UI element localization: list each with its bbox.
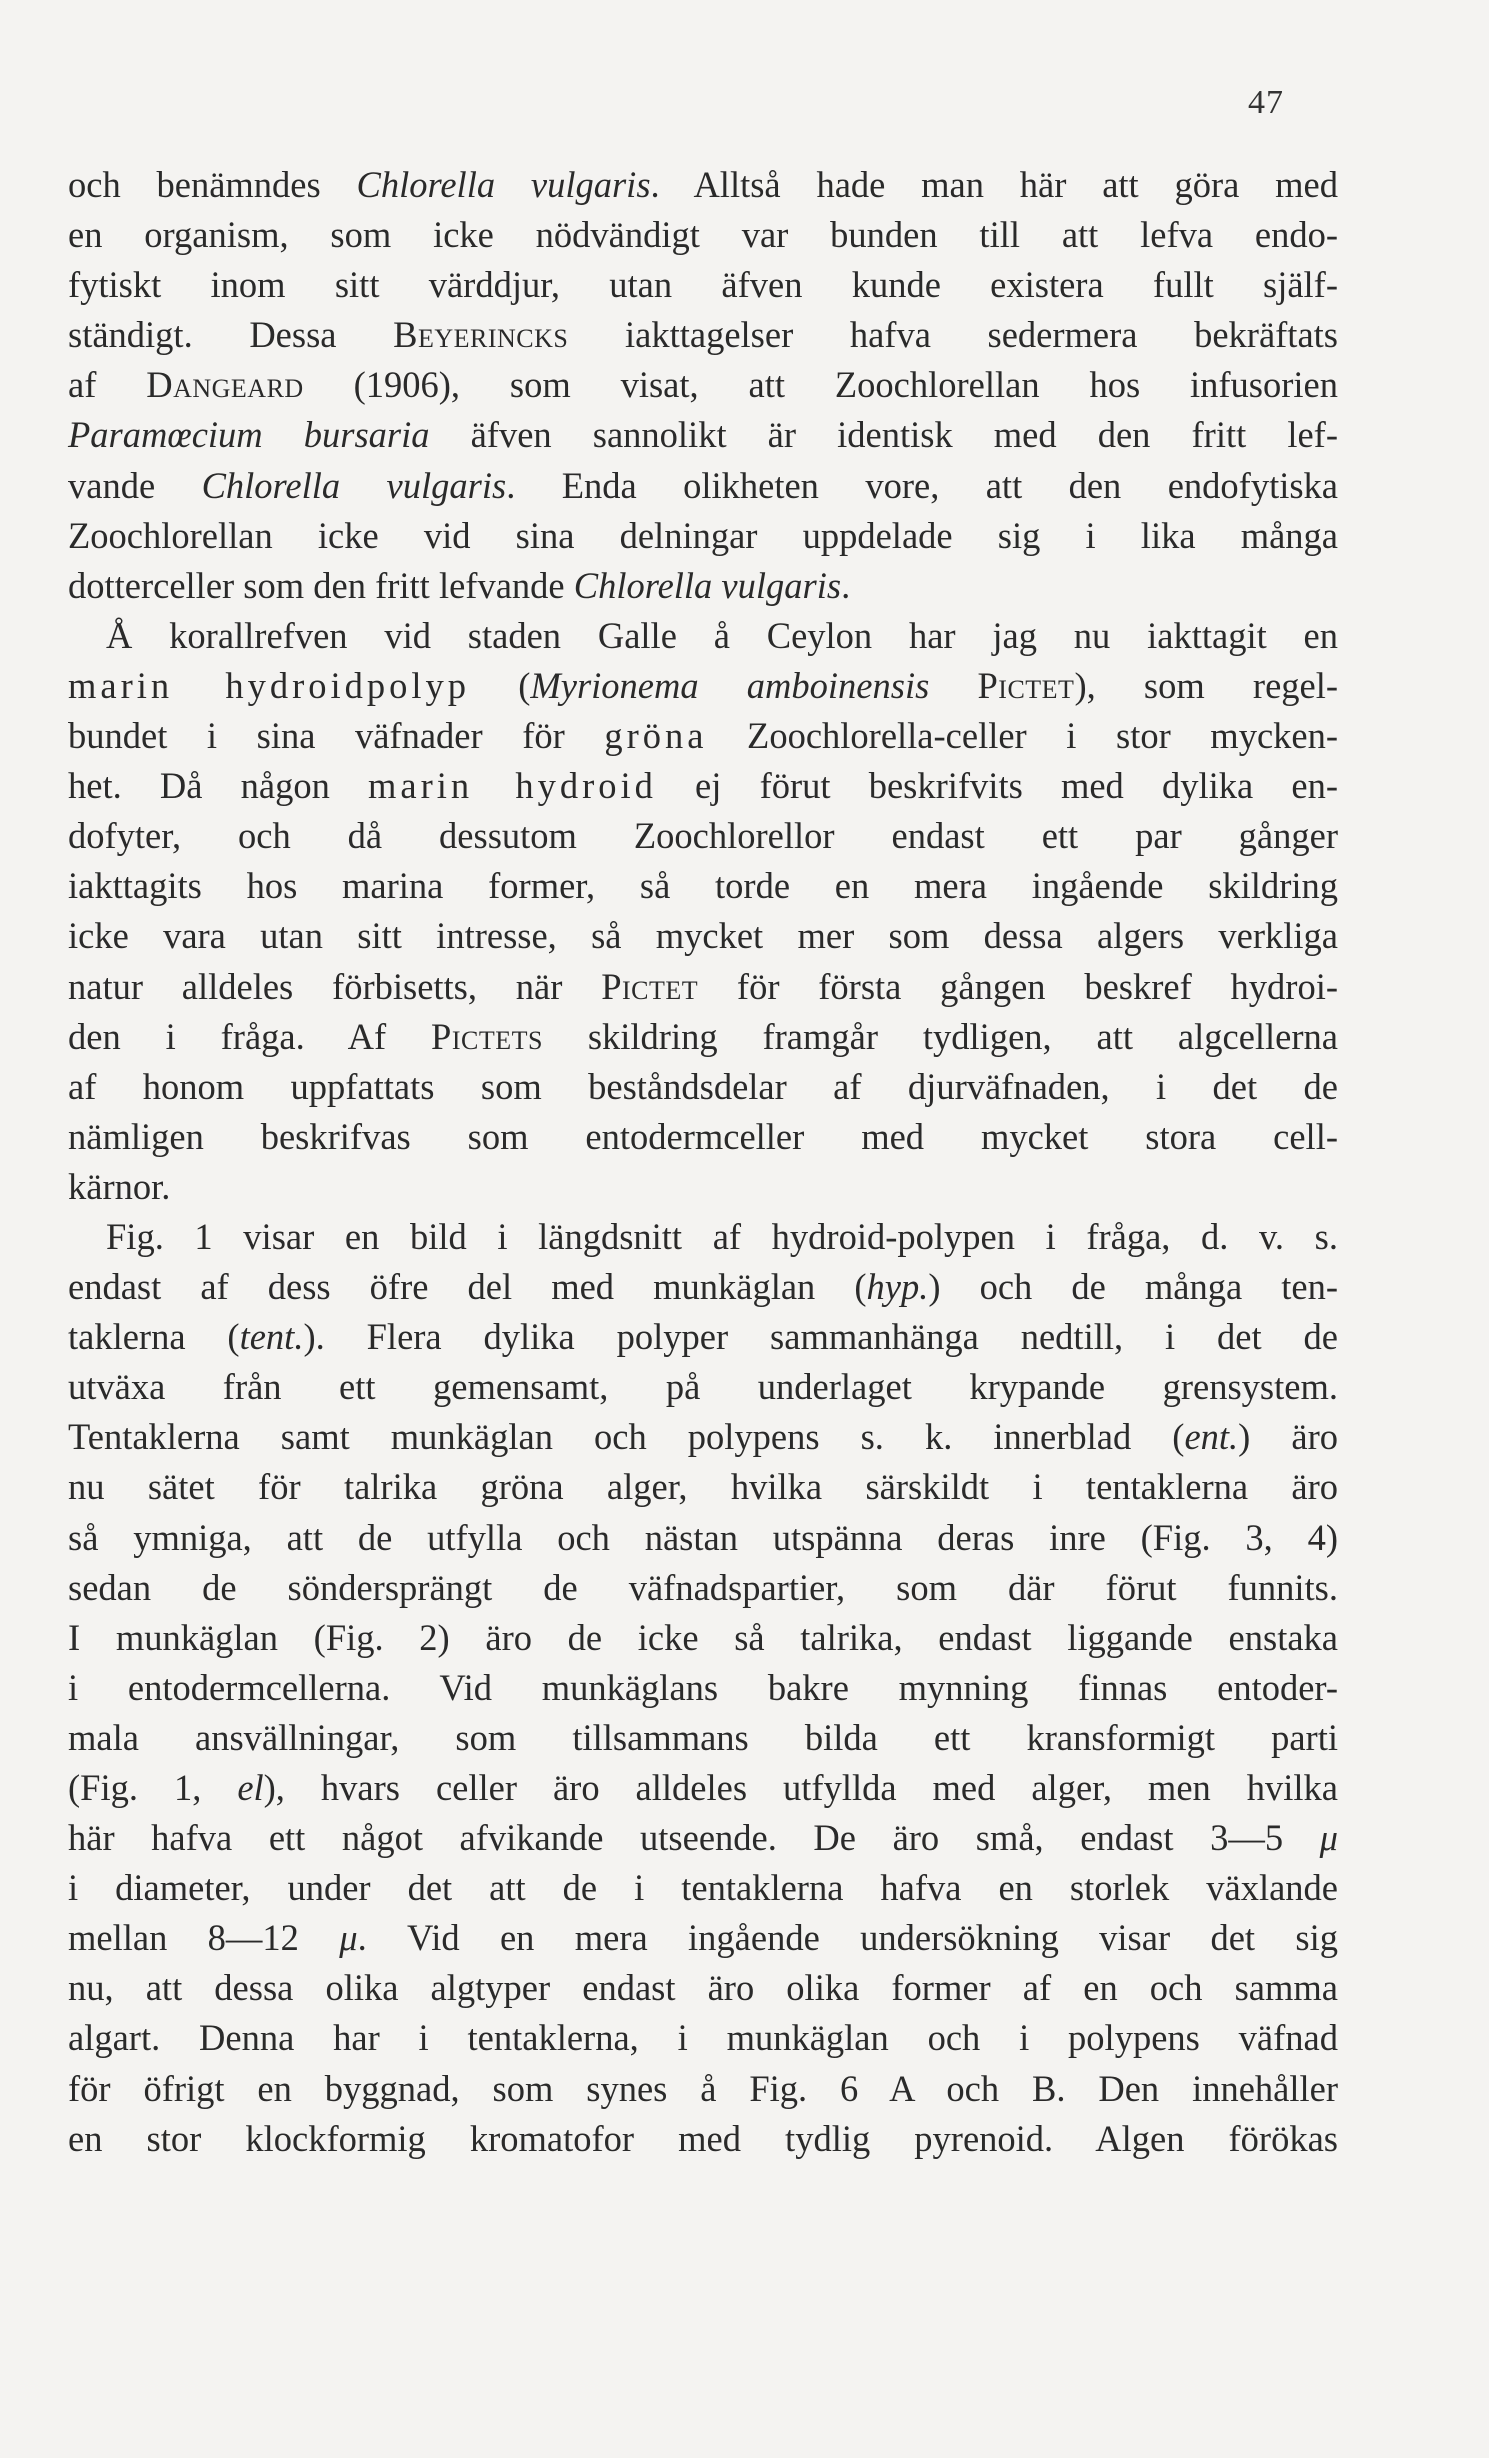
text-line — [68, 1963, 1338, 2013]
text-run: Å korallrefven vid staden Galle å Ceylon har jag nu iakttagit en — [106, 614, 1338, 656]
text-run: och benämndes — [68, 164, 357, 205]
text-line — [68, 210, 1338, 260]
body-text — [68, 160, 1338, 2164]
text-run: bundet i sina väfnader för — [68, 715, 605, 757]
text-line — [68, 360, 1338, 410]
text-run: (Fig. 1, — [68, 1767, 238, 1808]
text-line — [68, 1763, 1338, 1813]
text-line — [68, 410, 1338, 460]
italic-text: μ — [339, 1917, 358, 1959]
text-run: mellan 8—12 — [68, 1917, 340, 1959]
text-line — [68, 2114, 1338, 2164]
text-line — [68, 1012, 1338, 1062]
text-run: här hafva ett något afvikande utseende. De äro små, endast 3—5 — [68, 1817, 1320, 1859]
text-line — [68, 1713, 1338, 1763]
text-run: iakttagelser hafva sedermera bekräftats — [568, 314, 1338, 356]
text-run: sedan de söndersprängt de väfnadspartier, som där förut funnits. — [68, 1566, 1338, 1608]
text-line — [68, 711, 1338, 761]
text-run: i diameter, under det att de i tentaklerna hafva en storlek växlande — [68, 1867, 1338, 1909]
text-run: Tentaklerna samt munkäglan och polypens s. k. innerblad ( — [68, 1416, 1185, 1458]
text-run: dofyter, och då dessutom Zoochlorellor endast ett par gånger — [68, 815, 1338, 857]
text-run: taklerna ( — [68, 1316, 240, 1358]
text-run: (1906), som visat, att Zoochlorellan hos infusorien — [303, 364, 1339, 406]
text-run: . — [841, 564, 851, 606]
text-run: ), som regel- — [1074, 664, 1339, 706]
text-run: ), hvars celler äro alldeles utfyllda med alger, men hvilka — [263, 1767, 1338, 1808]
text-line — [68, 1062, 1338, 1112]
italic-text: Chlorella vulgaris — [573, 564, 842, 606]
text-line — [68, 260, 1338, 310]
text-run: endast af dess öfre del med munkäglan ( — [68, 1266, 867, 1308]
italic-text: tent. — [239, 1316, 304, 1358]
text-run: nu sätet för talrika gröna alger, hvilka särskildt i tentaklerna äro — [68, 1466, 1338, 1508]
text-run: mala ansvällningar, som tillsammans bilda ett kransformigt parti — [68, 1716, 1338, 1758]
text-run: natur alldeles förbisetts, när — [68, 965, 602, 1007]
text-run: skildring framgår tydligen, att algcellerna — [542, 1015, 1338, 1057]
italic-text: Chlorella vulgaris — [356, 164, 651, 205]
small-caps-name: Pictet — [601, 965, 699, 1007]
text-run: algart. Denna har i tentaklerna, i munkäglan och i polypens väfnad — [68, 2017, 1338, 2059]
small-caps-name: Beyerincks — [393, 314, 569, 356]
text-run: den i fråga. Af — [68, 1015, 432, 1057]
text-run: utväxa från ett gemensamt, på underlaget krypande grensystem. — [68, 1366, 1338, 1408]
text-run: kärnor. — [68, 1165, 171, 1207]
text-line — [68, 1863, 1338, 1913]
text-line — [68, 160, 1338, 210]
text-line — [68, 861, 1338, 911]
italic-text: el — [237, 1767, 264, 1808]
text-line — [68, 1563, 1338, 1613]
text-run — [929, 665, 977, 706]
text-run: fytiskt inom sitt värddjur, utan äfven kunde existera fullt själf- — [68, 264, 1338, 306]
text-line — [68, 611, 1338, 661]
text-line — [68, 2013, 1338, 2063]
text-line — [68, 2064, 1338, 2114]
text-line — [68, 461, 1338, 511]
text-run: för första gången beskref hydroi- — [698, 965, 1338, 1007]
text-line — [68, 1162, 1338, 1212]
italic-text: hyp. — [866, 1266, 929, 1308]
spaced-text: marin hydroidpolyp — [68, 664, 471, 706]
small-caps-name: Dangeard — [146, 364, 304, 406]
text-line — [68, 1112, 1338, 1162]
text-run: Zoochlorella-celler i stor mycken- — [707, 715, 1339, 757]
text-line — [68, 1212, 1338, 1262]
text-line — [68, 1262, 1338, 1312]
text-run: het. Då någon — [68, 765, 369, 807]
text-run: en organism, som icke nödvändigt var bunden till att lefva endo- — [68, 214, 1338, 256]
spaced-text: marin hydroid — [368, 765, 657, 807]
italic-text: Myrionema amboinensis — [530, 664, 930, 706]
italic-text: ent. — [1184, 1416, 1239, 1458]
text-line — [68, 1913, 1338, 1963]
text-run: för öfrigt en byggnad, som synes å Fig. 6 A och B. Den innehåller — [68, 2067, 1338, 2109]
text-line — [68, 1813, 1338, 1863]
text-run: Fig. 1 visar en bild i längdsnitt af hydroid-polypen i fråga, d. v. s. — [106, 1215, 1338, 1257]
text-line — [68, 1412, 1338, 1462]
italic-text: μ — [1319, 1817, 1338, 1859]
small-caps-name: Pictet — [977, 664, 1075, 706]
text-run: ) och de många ten- — [928, 1266, 1339, 1308]
text-run: ). Flera dylika polyper sammanhänga nedtill, i det de — [303, 1316, 1338, 1358]
text-run: nämligen beskrifvas som entodermceller med mycket stora cell- — [68, 1115, 1338, 1157]
text-run: i entodermcellerna. Vid munkäglans bakre mynning finnas entoder- — [68, 1666, 1338, 1708]
text-line — [68, 761, 1338, 811]
text-run: äfven sannolikt är identisk med den fritt lef- — [429, 414, 1338, 456]
text-line — [68, 811, 1338, 861]
text-line — [68, 962, 1338, 1012]
small-caps-name: Pictets — [431, 1015, 543, 1057]
text-run: iakttagits hos marina former, så torde en mera ingående skildring — [68, 865, 1338, 907]
text-run: I munkäglan (Fig. 2) äro de icke så talrika, endast liggande enstaka — [68, 1616, 1338, 1658]
text-run: . Vid en mera ingående undersökning visar det sig — [357, 1917, 1338, 1959]
text-run: Zoochlorellan icke vid sina delningar uppdelade sig i lika många — [68, 514, 1338, 556]
text-line — [68, 1462, 1338, 1512]
text-run: . Enda olikheten vore, att den endofytiska — [506, 464, 1339, 506]
text-run: af honom uppfattats som beståndsdelar af djurväfnaden, i det de — [68, 1065, 1338, 1107]
text-run: icke vara utan sitt intresse, så mycket mer som dessa algers verkliga — [68, 915, 1338, 957]
text-line — [68, 511, 1338, 561]
text-run: dotterceller som den fritt lefvande — [68, 564, 574, 606]
text-run: ( — [470, 664, 531, 706]
text-line — [68, 1613, 1338, 1663]
text-line — [68, 310, 1338, 360]
text-line — [68, 1312, 1338, 1362]
italic-text: Paramœcium bursaria — [68, 414, 430, 456]
text-run: nu, att dessa olika algtyper endast äro olika former af en och samma — [68, 1967, 1338, 2009]
text-line — [68, 1663, 1338, 1713]
text-run: vande — [68, 464, 202, 506]
text-line — [68, 561, 1338, 611]
text-line — [68, 911, 1338, 961]
text-line — [68, 1362, 1338, 1412]
text-run: ) äro — [1238, 1416, 1338, 1458]
text-run: så ymniga, att de utfylla och nästan utspänna deras inre (Fig. 3, 4) — [68, 1516, 1338, 1558]
text-run: af — [68, 364, 147, 406]
text-line — [68, 1513, 1338, 1563]
text-run: ständigt. Dessa — [68, 314, 394, 356]
italic-text: Chlorella vulgaris — [201, 464, 507, 506]
spaced-text: gröna — [604, 715, 708, 757]
text-line — [68, 661, 1338, 711]
text-run: . Alltså hade man här att göra med — [650, 164, 1338, 205]
text-run: en stor klockformig kromatofor med tydlig pyrenoid. Algen förökas — [68, 2117, 1338, 2159]
text-run: ej förut beskrifvits med dylika en- — [656, 765, 1338, 807]
page-number: 47 — [1248, 84, 1284, 121]
